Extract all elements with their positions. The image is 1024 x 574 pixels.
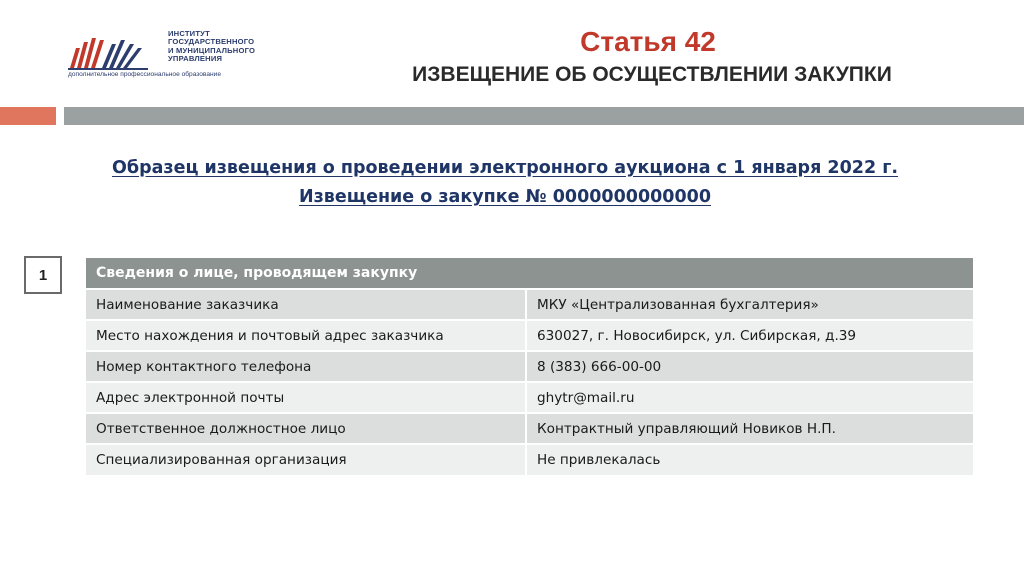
article-subtitle: ИЗВЕЩЕНИЕ ОБ ОСУЩЕСТВЛЕНИИ ЗАКУПКИ [412, 63, 892, 86]
accent-bar-red [0, 107, 56, 125]
procurement-info-table [86, 258, 973, 475]
logo-line: ИНСТИТУТ [168, 29, 210, 38]
row-label: Адрес электронной почты [86, 382, 526, 413]
slide-title [300, 24, 1020, 90]
row-label: Место нахождения и почтовый адрес заказчика [86, 320, 526, 351]
table-row [86, 413, 973, 444]
institute-name [168, 30, 296, 64]
books-logo-icon [68, 34, 164, 70]
row-label: Номер контактного телефона [86, 351, 526, 382]
logo-line: УПРАВЛЕНИЯ [168, 54, 223, 64]
row-label: Ответственное должностное лицо [86, 413, 526, 444]
table-row [86, 351, 973, 382]
row-value: 8 (383) 666-00-00 [526, 351, 973, 382]
table-header: Сведения о лице, проводящем закупку [86, 258, 973, 289]
table-row [86, 289, 973, 320]
row-value: Контрактный управляющий Новиков Н.П. [526, 413, 973, 444]
table-row [86, 382, 973, 413]
logo-line: ГОСУДАРСТВЕННОГО [168, 37, 255, 47]
logo-line: И МУНИЦИПАЛЬНОГО [168, 45, 256, 55]
row-label: Специализированная организация [86, 444, 526, 475]
document-heading [0, 154, 1010, 212]
row-label: Наименование заказчика [86, 289, 526, 320]
institute-logo [68, 30, 296, 82]
heading-line-2: Извещение о закупке № 0000000000000 [298, 187, 712, 207]
row-value: МКУ «Централизованная бухгалтерия» [526, 289, 973, 320]
row-value: ghytr@mail.ru [526, 382, 973, 413]
row-value: Не привлекалась [526, 444, 973, 475]
row-value: 630027, г. Новосибирск, ул. Сибирская, д.39 [526, 320, 973, 351]
logo-subtitle: дополнительное профессиональное образование [68, 71, 222, 78]
section-number: 1 [24, 256, 62, 294]
accent-bar-gray [64, 107, 1024, 125]
table-row [86, 444, 973, 475]
table-header-row [86, 258, 973, 289]
article-title: Статья 42 [580, 26, 716, 57]
table-row [86, 320, 973, 351]
heading-line-1: Образец извещения о проведении электронного аукциона с 1 января 2022 г. [111, 158, 899, 178]
